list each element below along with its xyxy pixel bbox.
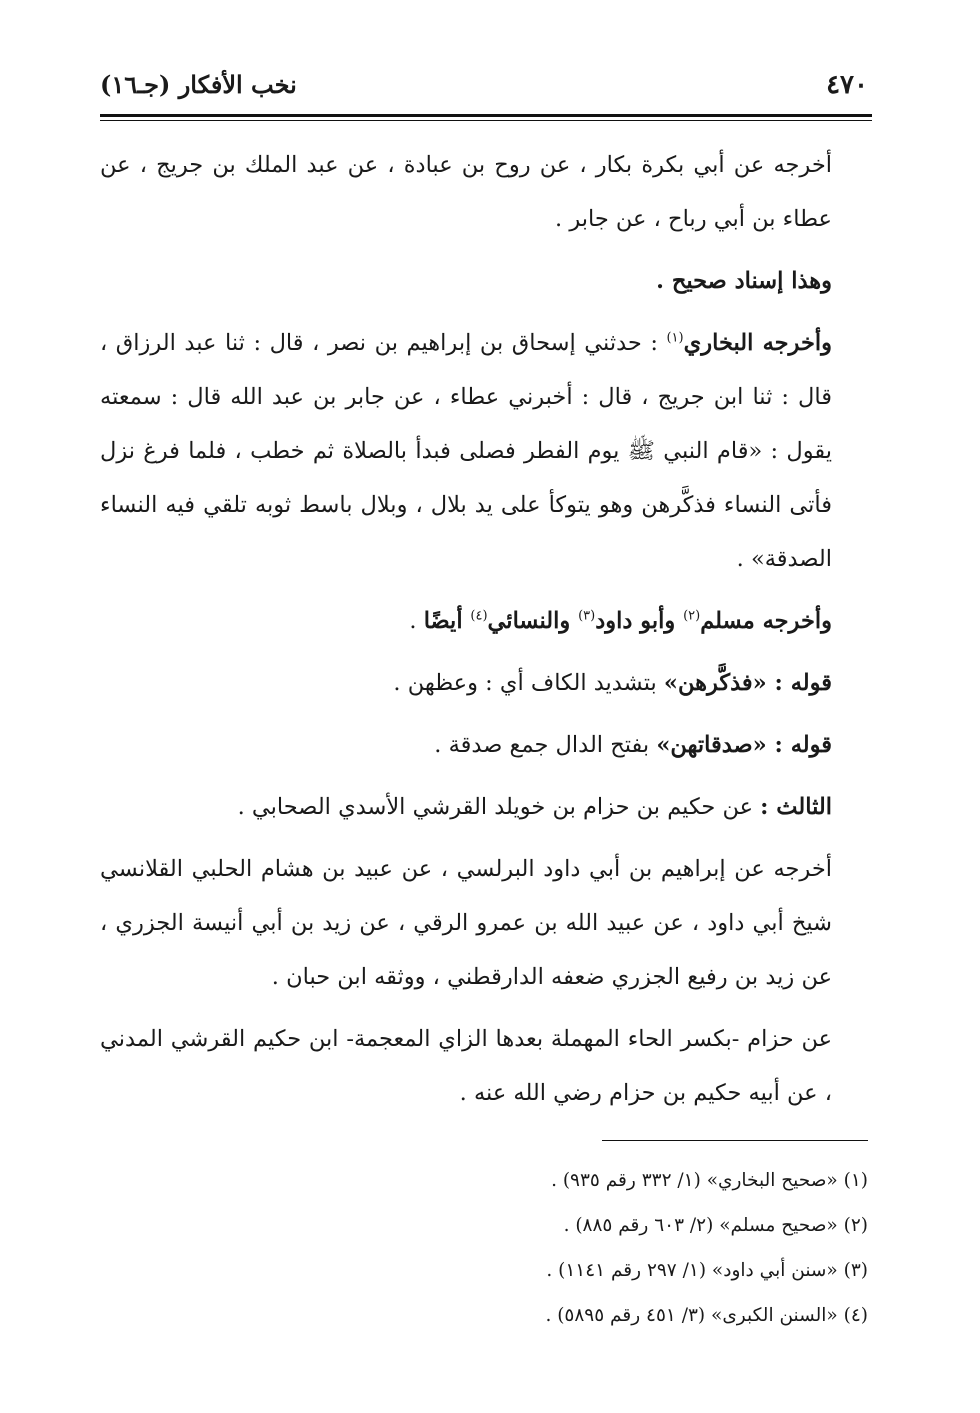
page-header: [100, 66, 872, 106]
footnote-ref-2[interactable]: (٢): [683, 608, 701, 624]
paragraph-3-lead: وأخرجه البخاري: [683, 330, 832, 356]
footnote-rule: [602, 1140, 868, 1141]
paragraph-5: [100, 656, 868, 710]
footnote-1: (١) «صحيح البخاري» (١/ ٣٣٢ رقم ٩٣٥) .: [551, 1170, 868, 1191]
header-rule-thin: [100, 120, 872, 121]
paragraph-4-abu-dawud: وأبو داود: [595, 608, 684, 634]
paragraph-7-lead: الثالث :: [760, 794, 832, 820]
footnote-3: (٣) «سنن أبي داود» (١/ ٢٩٧ رقم ١١٤١) .: [546, 1260, 868, 1281]
paragraph-6-text: بفتح الدال جمع صدقة .: [434, 732, 657, 758]
paragraph-4-muslim: وأخرجه مسلم: [700, 608, 832, 634]
footnote-2: (٢) «صحيح مسلم» (٢/ ٦٠٣ رقم ٨٨٥) .: [563, 1215, 868, 1236]
paragraph-5-lead: قوله : «فذكَّرهن»: [663, 670, 832, 696]
paragraph-7: [100, 780, 868, 834]
paragraph-4-also: أيضًا: [423, 608, 471, 634]
paragraph-4: [100, 594, 868, 648]
page-number: ٤٧٠: [826, 70, 868, 100]
footnote-ref-3[interactable]: (٣): [578, 608, 596, 624]
footnote-ref-1[interactable]: (١): [666, 330, 684, 346]
footnote-4: (٤) «السنن الكبرى» (٣/ ٤٥١ رقم ٥٨٩٥) .: [545, 1305, 868, 1326]
paragraph-9: عن حزام -بكسر الحاء المهملة بعدها الزاي المعجمة- ابن حكيم القرشي المدني ، عن أبيه حكيم بن حزام رضي الله عنه .: [100, 1026, 832, 1106]
paragraph-4-nasai: والنسائي: [487, 608, 579, 634]
footnote-ref-4[interactable]: (٤): [470, 608, 488, 624]
paragraph-6-lead: قوله : «صدقاتهن»: [656, 732, 832, 758]
paragraph-5-text: بتشديد الكاف أي : وعظهن .: [393, 670, 664, 696]
paragraph-3-text: : حدثني إسحاق بن إبراهيم بن نصر ، قال : ثنا عبد الرزاق ، قال : ثنا ابن جريج ، قال : أخبرني عطاء ، عن جابر بن عبد الله قال : سمعته يقول : «قام النبي ﷺ يوم الفطر فصلى فبدأ بالصلاة ثم خطب ، فلما فرغ نزل فأتى النساء فذكَّرهن وهو يتوكأ على يد بلال ، وبلال باسط ثوبه تلقي فيه النساء الصدقة» .: [100, 330, 832, 572]
footnotes: [148, 1158, 868, 1338]
main-text: [100, 138, 868, 1120]
paragraph-4-end: .: [409, 608, 424, 634]
paragraph-3: [100, 316, 868, 586]
paragraph-2: وهذا إسناد صحيح .: [656, 268, 832, 294]
paragraph-6: [100, 718, 868, 772]
paragraph-7-text: عن حكيم بن حزام بن خويلد القرشي الأسدي الصحابي .: [237, 794, 761, 820]
header-rule: [100, 114, 872, 117]
paragraph-1: أخرجه عن أبي بكرة بكار ، عن روح بن عبادة ، عن عبد الملك بن جريج ، عن عطاء بن أبي رباح ، عن جابر .: [100, 152, 832, 232]
paragraph-8: أخرجه عن إبراهيم بن أبي داود البرلسي ، عن عبيد بن هشام الحلبي القلانسي شيخ أبي داود ، عن عبيد الله بن عمرو الرقي ، عن زيد بن أبي أنيسة الجزري ، عن زيد بن رفيع الجزري ضعفه الدارقطني ، ووثقه ابن حبان .: [100, 856, 832, 990]
running-title: نخب الأفكار (جـ١٦): [100, 70, 297, 99]
